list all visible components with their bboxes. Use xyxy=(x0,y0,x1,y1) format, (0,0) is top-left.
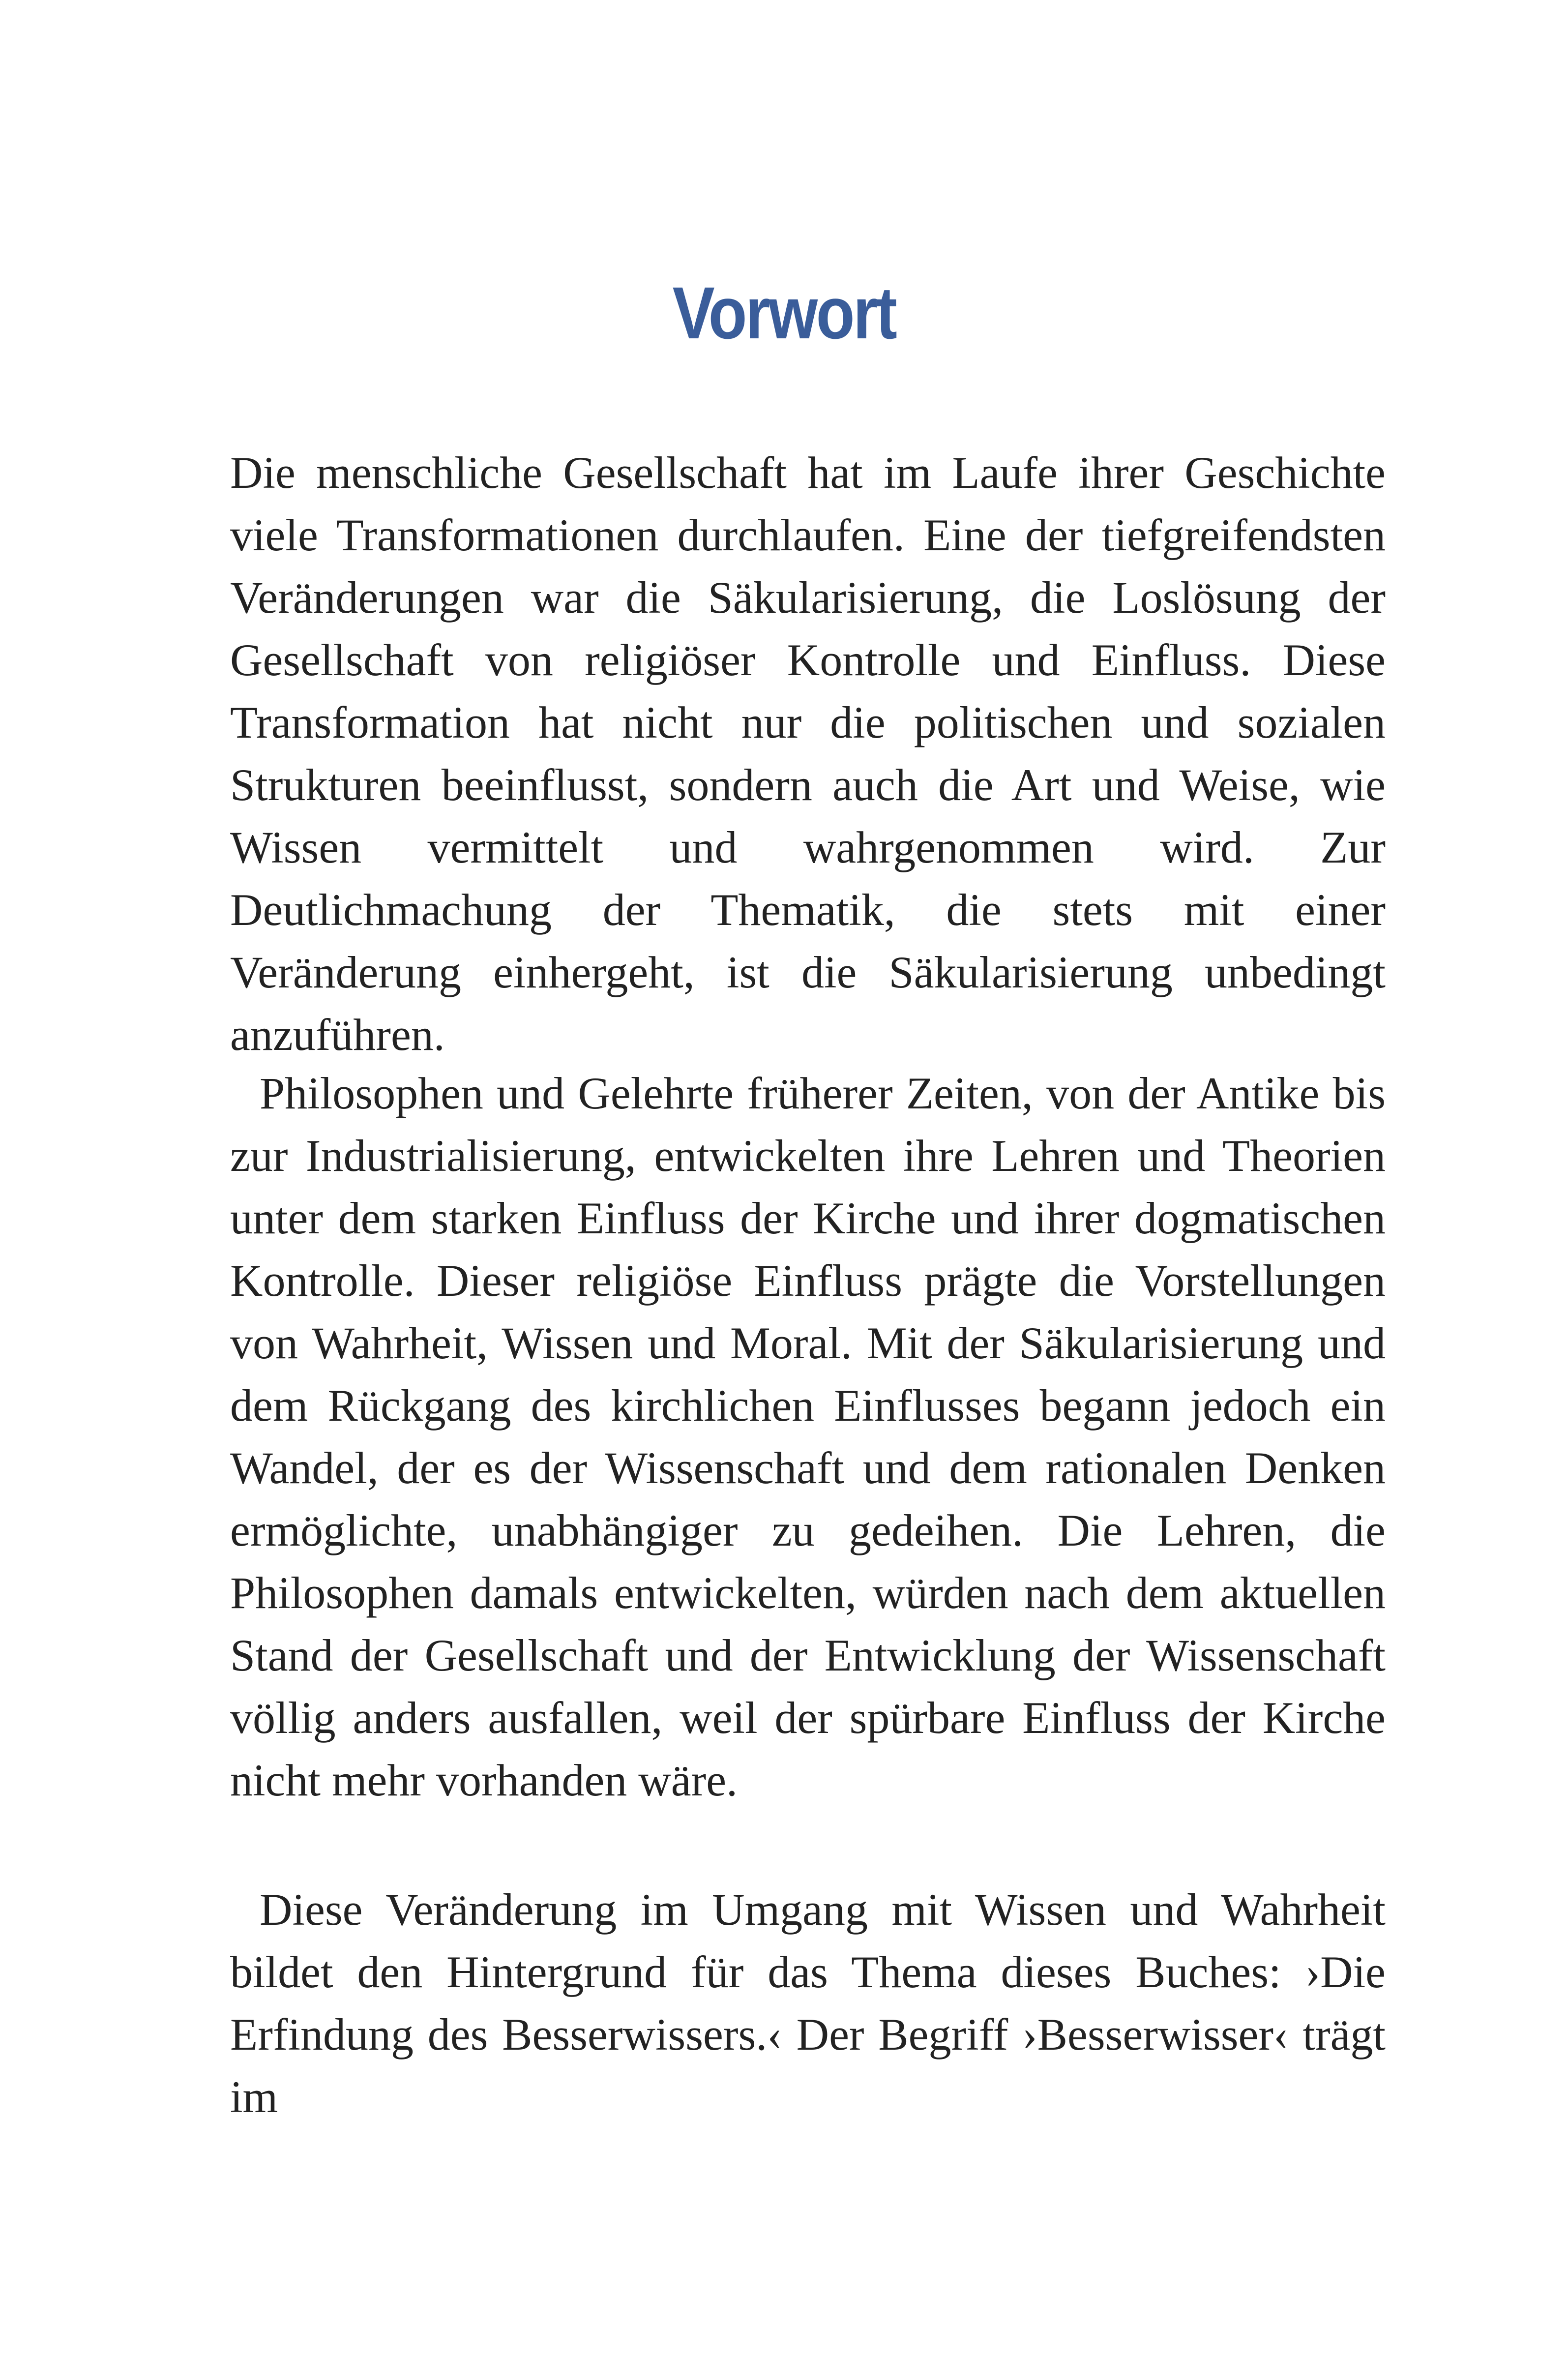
paragraph-1: Die menschliche Gesellschaft hat im Laufe ihrer Geschichte viele Transformationen durchlaufen. Eine der tiefgreifendsten Veränderungen war die Säkularisierung, die Loslösung der Gesellschaft von religiöser Kontrolle und Einfluss. Diese Transformation hat nicht nur die politischen und sozialen Strukturen beeinflusst, sondern auch die Art und Weise, wie Wissen vermittelt und wahrgenommen wird. Zur Deutlichmachung der Thematik, die stets mit einer Veränderung einhergeht, ist die Säkularisierung unbedingt anzuführen. xyxy=(230,448,1386,1060)
paragraph-2: Philosophen und Gelehrte früherer Zeiten, von der Antike bis zur Industrialisierung, entwickelten ihre Lehren und Theorien unter dem starken Einfluss der Kirche und ihrer dogmatischen Kontrolle. Dieser religiöse Einfluss prägte die Vorstellungen von Wahrheit, Wissen und Moral. Mit der Säkularisierung und dem Rückgang des kirchlichen Einflusses begann jedoch ein Wandel, der es der Wissenschaft und dem rationalen Denken ermöglichte, unabhängiger zu gedeihen. Die Lehren, die Philosophen damals entwickelten, würden nach dem aktuellen Stand der Gesellschaft und der Entwicklung der Wissenschaft völlig anders ausfallen, weil der spürbare Einfluss der Kirche nicht mehr vorhanden wäre. xyxy=(230,1068,1386,1805)
paragraph-3: Diese Veränderung im Umgang mit Wissen und Wahrheit bildet den Hintergrund für das Thema dieses Buches: ›Die Erfindung des Besserwissers.‹ Der Begriff ›Besserwisser‹ trägt im xyxy=(230,1884,1386,2122)
chapter-title: Vorwort xyxy=(672,271,896,354)
